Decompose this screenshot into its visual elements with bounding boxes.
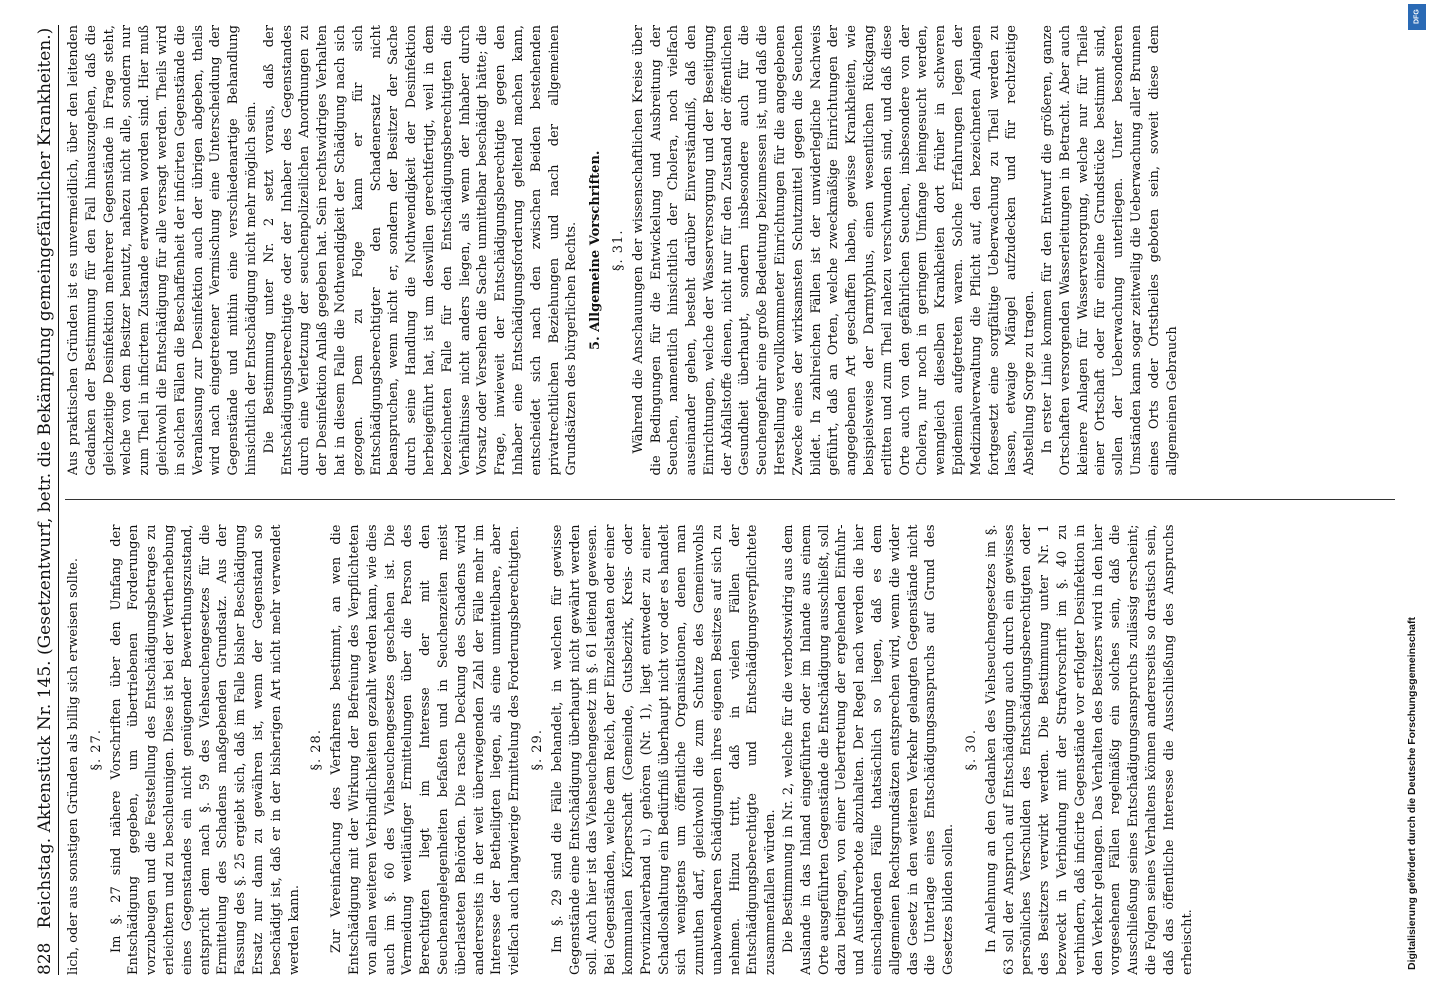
paragraph: Die Bestimmung in Nr. 2, welche für die verbotswidrig aus dem Auslande in das Inland eingeführten oder im Inlande aus einem Orte ausgeführten Gegenstände die Entschädigung ausschließt, soll dazu beitragen, von einer Uebertretung der ergehenden Einfuhr- und Ausfuhrverbote abzuhalten. Der Regel nach werden die hier einschlagenden Fälle thatsächlich so liegen, daß es dem allgemeinen Rechtsgrundsätzen entsprechen wird, wenn die wider das Gesetz in den weiteren Verkehr gelangten Gegenstände nicht die Unterlage eines Entschädigungsanspruchs auf Grund des Gesetzes bilden sollen. [781, 524, 957, 975]
section-heading: §. 30. [964, 729, 980, 771]
rotated-page-content [25, 25, 1405, 975]
section-heading: §. 28. [309, 729, 325, 771]
paragraph: In erster Linie kommen für den Entwurf die größeren, ganze Ortschaften versorgenden Wasserleitungen in Betracht. Aber auch kleinere Anlagen für Wasserversorgung, welche nur für Theile einer Ortschaft oder für einzelne Grundstücke bestimmt sind, sollen der Ueberwachung unterliegen. Unter besonderen Umständen kann sogar zeitweilig die Ueberwachung aller Brunnen eines Orts oder Ortstheiles geboten sein, soweit diese dem allgemeinen Gebrauch [1040, 25, 1180, 476]
footer-strip [1406, 30, 1428, 970]
right-column [65, 25, 1395, 476]
digitization-note: Digitalisierung gefördert durch die Deutsche Forschungsgemeinschaft [1406, 617, 1418, 970]
paragraph: Während die Anschauungen der wissenschaftlichen Kreise über die Bedingungen für die Entwickelung und Ausbreitung der Seuchen, namentlich hinsichtlich der Cholera, noch vielfach auseinander gehen, besteht darüber Einverständniß, daß den Einrichtungen, welche der Wasserversorgung und der Beseitigung der Abfallstoffe dienen, nicht nur für den Zustand der öffentlichen Gesundheit überhaupt, sondern insbesondere auch für die Seuchengefahr eine große Bedeutung beizumessen ist, und daß die Herstellung vervollkommneter Einrichtungen für die angegebenen Zwecke eines der wirksamsten Schutzmittel gegen die Seuchen bildet. In zahlreichen Fällen ist der unwiderlegliche Nachweis geführt, daß an Orten, welche zweckmäßige Einrichtungen der angegebenen Art geschaffen haben, gewisse Krankheiten, wie beispielsweise der Darmtyphus, einen wesentlichen Rückgang erlitten und zum Theil nahezu verschwunden sind, und daß diese Orte auch von den gefährlichen Seuchen, insbesondere von der Cholera, nur noch in geringem Umfange heimgesucht werden, wenngleich dieselben Krankheiten dort früher in schweren Epidemien aufgetreten waren. Solche Erfahrungen legen der Medizinalverwaltung die Pflicht auf, den bezeichneten Anlagen fortgesetzt eine sorgfältige Ueberwachung zu Theil werden zu lassen, etwaige Mängel aufzudecken und für rechtzeitige Abstellung Sorge zu tragen. [630, 25, 1038, 476]
page-title: Reichstag. Aktenstück Nr. 145. (Gesetzentwurf, betr. die Bekämpfung gemeingefährlicher Krankheiten.) [35, 27, 55, 929]
left-column [65, 525, 1395, 976]
paragraph: Die Bestimmung unter Nr. 2 setzt voraus, daß der Entschädigungsberechtigte oder der Inhaber des Gegenstandes durch eine Verletzung der seuchenpolizeilichen Anordnungen zu der Desinfektion Anlaß gegeben hat. Sein rechtswidriges Verhalten hat in diesem Falle die Nothwendigkeit der Schädigung nach sich gezogen. Dem zu Folge kann er für sich Entschädigungsberechtigter den Schadenersatz nicht beanspruchen, wenn nicht er, sondern der Besitzer der Sache durch seine Handlung die Nothwendigkeit der Desinfektion herbeigeführt hat, ist um deswillen gerechtfertigt, weil in dem bezeichneten Falle für den Entschädigungsberechtigten die Verhältnisse nicht anders liegen, als wenn der Inhaber durch Vorsatz oder Versehen die Sache unmittelbar beschädigt hätte; die Frage, inwieweit der Entschädigungsberechtigte gegen den Inhaber eine Entschädigungsforderung geltend machen kann, entscheidet sich nach den zwischen Beiden bestehenden privatrechtlichen Beziehungen und nach der allgemeinen Grundsätzen des bürgerlichen Rechts. [261, 25, 580, 476]
text-columns [65, 25, 1395, 975]
paragraph: Aus praktischen Gründen ist es unvermeidlich, über den leitenden Gedanken der Bestimmung für den Fall hinauszugehen, daß die gleichzeitige Desinfektion mehrerer Gegenstände in Frage steht, welche von dem Besitzer benutzt, nahezu nicht alle, sondern nur zum Theil in inficirtem Zustande erworben worden sind. Hier muß gleichwohl die Entschädigung für alle versagt werden. Theils wird in solchen Fällen die Beschaffenheit der inficirten Gegenstände die Veranlassung zur Desinfektion auch der übrigen abgeben, theils wird nach eingetretener Vermischung eine Unterscheidung der Gegenstände und mithin eine verschiedenartige Behandlung hinsichtlich der Entschädigung nicht mehr möglich sein. [66, 25, 259, 476]
paragraph: Im §. 29 sind die Fälle behandelt, in welchen für gewisse Gegenstände eine Entschädigung überhaupt nicht gewährt werden soll. Auch hier ist das Viehseuchengesetz im §. 61 leitend gewesen. Bei Gegenständen, welche dem Reich, der Einzelstaaten oder einer kommunalen Körperschaft (Gemeinde, Gutsbezirk, Kreis- oder Provinzialverband u.) gehören (Nr. 1), liegt entweder zu einer Schadloshaltung ein Bedürfniß überhaupt nicht vor oder es handelt sich wenigstens um öffentliche Organisationen, denen man zumuthen darf, gleichwohl die zum Schutze des Gemeinwohls unabwendbaren Schädigungen ihres eigenen Besitzes auf sich zu nehmen. Hinzu tritt, daß in vielen Fällen der Entschädigungsberechtigte und Entschädigungsverpflichtete zusammenfallen würden. [549, 524, 779, 975]
subsection-heading: 5. Allgemeine Vorschriften. [588, 150, 604, 350]
dfg-logo: DFG [1408, 4, 1426, 30]
section-heading: §. 31. [610, 229, 626, 271]
section-heading: §. 27. [88, 729, 104, 771]
paragraph: Im §. 27 sind nähere Vorschriften über den Umfang der Entschädigung gegeben, um übertriebenen Forderungen vorzubeugen und die Feststellung des Entschädigungsbetrages zu erleichtern und zu beschleunigen. Diese ist bei der Wertherhebung eines Gegenstandes ein nicht genügender Bewerthungszustand, entspricht dem nach §. 59 des Viehseuchengesetzes für die Ermittelung des Schadens maßgebenden Grundsatz. Aus der Fassung des §. 25 ergiebt sich, daß im Falle bisher Beschädigung Ersatz nur dann zu gewähren ist, wenn der Gegenstand so beschädigt ist, daß er in der bisherigen Art nicht mehr verwendet werden kann. [108, 524, 302, 975]
section-heading: §. 29. [529, 729, 545, 771]
paragraph: In Anlehnung an den Gedanken des Viehseuchengesetzes im §. 63 soll der Anspruch auf Entschädigung auch durch ein gewisses persönliches Verschulden des Entschädigungsberechtigten oder des Besitzers verwirkt werden. Die Bestimmung unter Nr. 1 bezweckt in Verbindung mit der Strafvorschrift im §. 40 zu verhindern, daß inficirte Gegenstände vor erfolgter Desinfektion in den Verkehr gelangen. Das Verhalten des Besitzers wird in den hier vorgesehenen Fällen regelmäßig ein solches sein, daß die Ausschließung seines Entschädigungsanspruchs zulässig erscheint; die Folgen seines Verhaltens können andererseits so drastisch sein, daß das öffentliche Interesse die Ausschließung des Anspruchs erheischt. [983, 524, 1195, 975]
page-number: 828 [35, 942, 55, 975]
column-divider [65, 500, 1395, 501]
paragraph: lich, oder aus sonstigen Gründen als billig sich erweisen sollte. [66, 557, 81, 975]
page-header [25, 25, 59, 975]
paragraph: Zur Vereinfachung des Verfahrens bestimmt, an wen die Entschädigung mit der Wirkung der Befreiung des Verpflichteten von allen weiteren Verbindlichkeiten gezahlt werden kann, wie dies auch im §. 60 des Viehseuchengesetzes geschehen ist. Die Vermeidung weitläufiger Ermittelungen über die Person des Berechtigten liegt im Interesse der mit den Seuchenangelegenheiten befaßten und in Seuchenzeiten meist überlasteten Behörden. Die rasche Deckung des Schadens wird andererseits in der weit überwiegenden Zahl der Fälle mehr im Interesse der Betheiligten liegen, als eine unmittelbare, aber vielfach auch langwierige Ermittelung des Forderungsberechtigten. [329, 524, 523, 975]
